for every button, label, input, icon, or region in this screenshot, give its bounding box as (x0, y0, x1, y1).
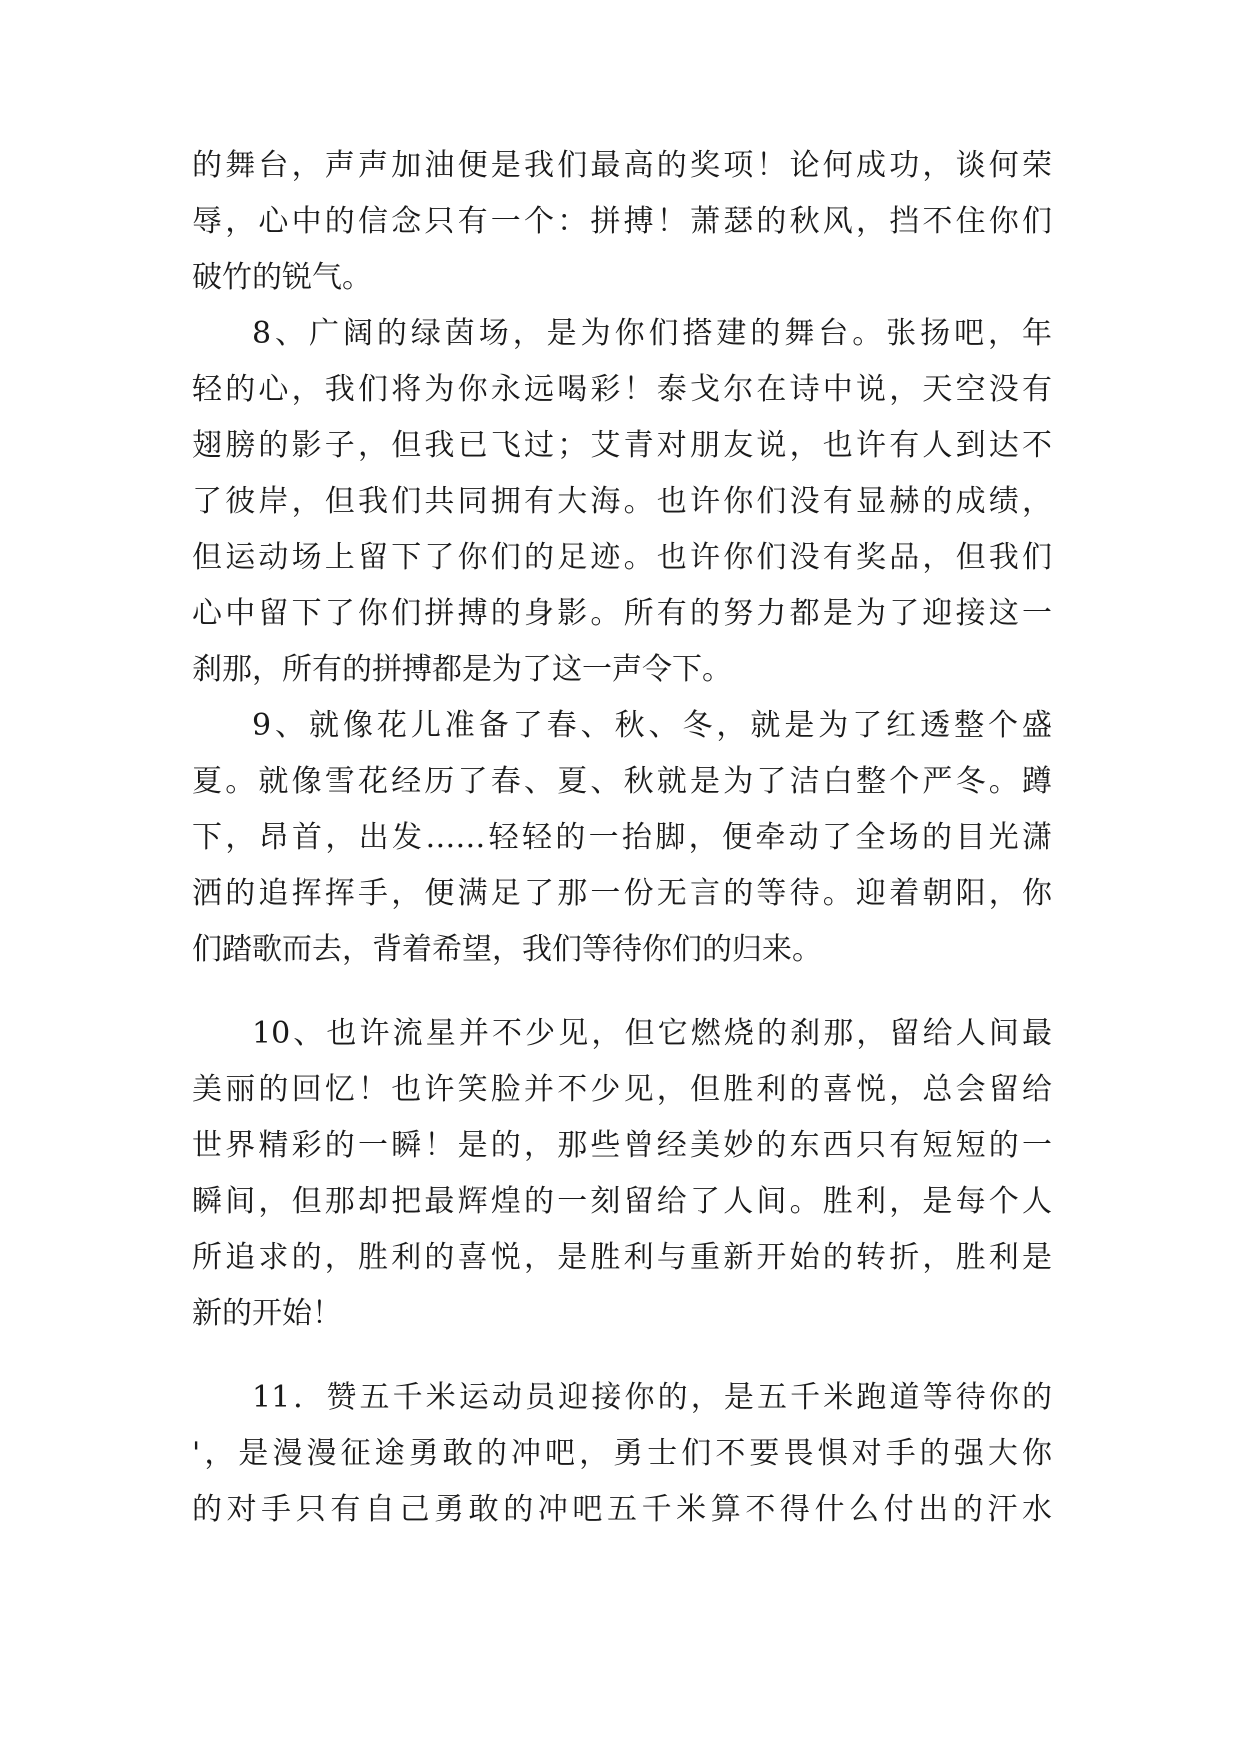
text-line: '，是漫漫征途勇敢的冲吧，勇士们不要畏惧对手的强大你 (192, 1436, 1052, 1471)
text-line: 世界精彩的一瞬！是的，那些曾经美妙的东西只有短短的一 (192, 1128, 1052, 1163)
text-line: 夏。就像雪花经历了春、夏、秋就是为了洁白整个严冬。蹲 (192, 764, 1052, 799)
text-line: 翅膀的影子，但我已飞过；艾青对朋友说，也许有人到达不 (192, 428, 1052, 463)
text-line: 所追求的，胜利的喜悦，是胜利与重新开始的转折，胜利是 (192, 1240, 1052, 1275)
text-line: 的对手只有自己勇敢的冲吧五千米算不得什么付出的汗水 (192, 1492, 1052, 1527)
text-line: 刹那，所有的拼搏都是为了这一声令下。 (192, 652, 732, 687)
text-line: 们踏歌而去，背着希望，我们等待你们的归来。 (192, 932, 822, 967)
text-line: 下，昂首，出发……轻轻的一抬脚，便牵动了全场的目光潇 (192, 820, 1052, 855)
paragraph-start-line: 11．赞五千米运动员迎接你的，是五千米跑道等待你的 (252, 1380, 1052, 1415)
paragraph-start-line: 10、也许流星并不少见，但它燃烧的刹那，留给人间最 (252, 1016, 1052, 1051)
paragraph-start-line: 8、广阔的绿茵场，是为你们搭建的舞台。张扬吧，年 (252, 316, 1052, 351)
text-line: 心中留下了你们拼搏的身影。所有的努力都是为了迎接这一 (192, 596, 1052, 631)
text-line: 但运动场上留下了你们的足迹。也许你们没有奖品，但我们 (192, 540, 1052, 575)
text-line: 新的开始！ (192, 1296, 342, 1331)
text-line: 轻的心，我们将为你永远喝彩！泰戈尔在诗中说，天空没有 (192, 372, 1052, 407)
text-line: 瞬间，但那却把最辉煌的一刻留给了人间。胜利，是每个人 (192, 1184, 1052, 1219)
text-line: 的舞台，声声加油便是我们最高的奖项！论何成功，谈何荣 (192, 148, 1052, 183)
text-line: 破竹的锐气。 (192, 260, 372, 295)
text-line: 美丽的回忆！也许笑脸并不少见，但胜利的喜悦，总会留给 (192, 1072, 1052, 1107)
paragraph-start-line: 9、就像花儿准备了春、秋、冬，就是为了红透整个盛 (252, 708, 1052, 743)
text-line: 洒的追挥挥手，便满足了那一份无言的等待。迎着朝阳，你 (192, 876, 1052, 911)
text-line: 辱，心中的信念只有一个：拼搏！萧瑟的秋风，挡不住你们 (192, 204, 1052, 239)
text-line: 了彼岸，但我们共同拥有大海。也许你们没有显赫的成绩， (192, 484, 1052, 519)
